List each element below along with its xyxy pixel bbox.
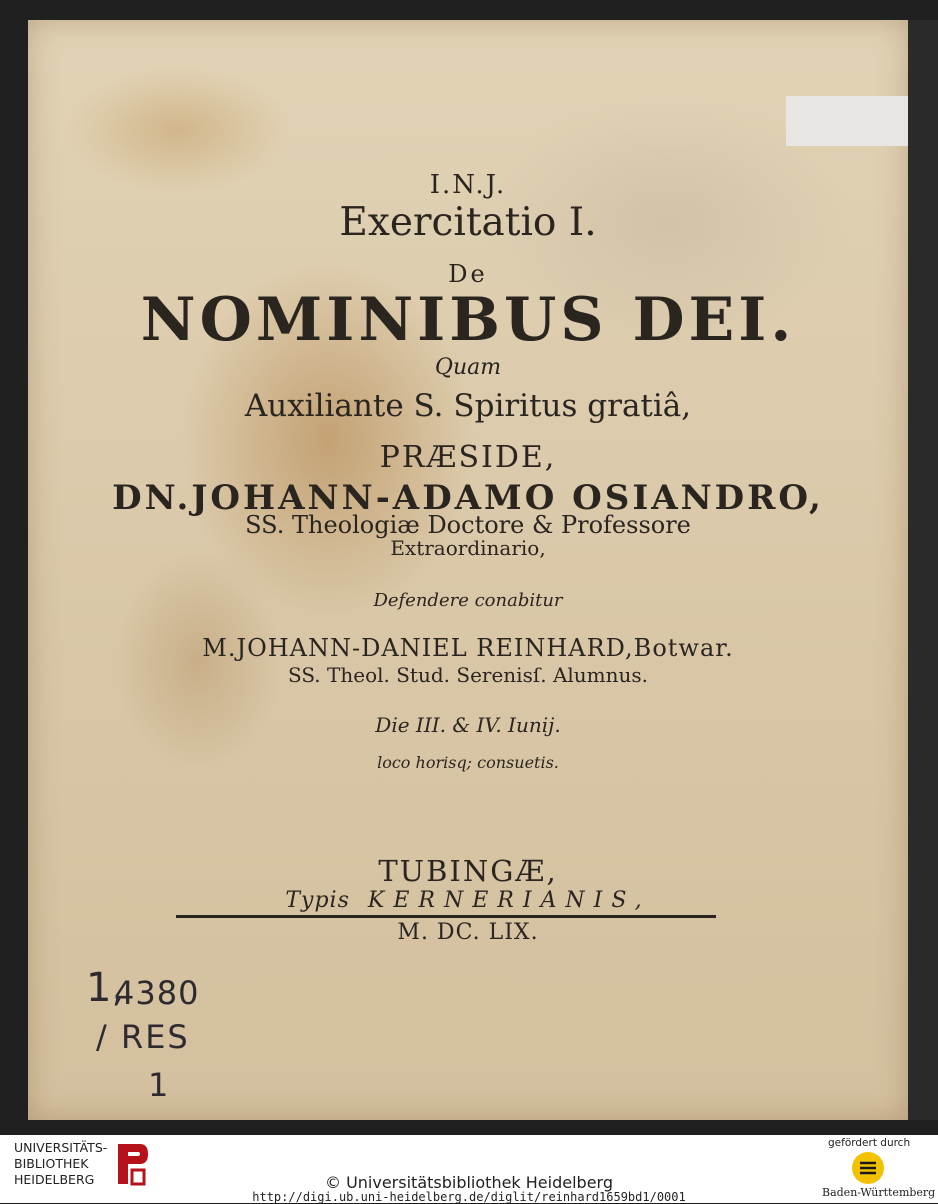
horizontal-rule	[176, 915, 716, 918]
quam-text: Quam	[434, 355, 502, 380]
shelfmark-prefix: 1,	[86, 965, 125, 1011]
loco-line: loco horisq; consuetis.	[377, 753, 559, 772]
library-name-line2: BIBLIOTHEK	[14, 1156, 89, 1171]
library-name-line3: HEIDELBERG	[14, 1172, 95, 1187]
place-line: TUBINGÆ,	[378, 854, 558, 888]
permalink-url[interactable]: http://digi.ub.uni-heidelberg.de/diglit/reinhard1659bd1/0001	[252, 1190, 686, 1204]
shelfmark-res: / RES	[96, 1018, 190, 1056]
respondent-title: SS. Theol. Stud. Serenisſ. Alumnus.	[287, 663, 649, 687]
praeses-name: DN.JOHANN-ADAMO OSIANDRO,	[112, 478, 824, 518]
year-line: M. DC. LIX.	[397, 920, 539, 945]
main-title: NOMINIBUS DEI.	[140, 285, 796, 355]
auxiliante-line: Auxiliante S. Spiritus gratiâ,	[244, 388, 692, 424]
praeses-extra: Extraordinario,	[390, 536, 546, 560]
respondent-name: M.JOHANN-DANIEL REINHARD,Botwar.	[202, 634, 734, 662]
de-text: De	[448, 260, 488, 288]
printer-line	[28, 888, 908, 913]
typis-text: Typis	[285, 888, 350, 913]
praeses-title: SS. Theologiæ Doctore & Professore	[245, 511, 691, 539]
date-line: Die III. & IV. Iunij.	[375, 713, 561, 737]
library-name-line1: UNIVERSITÄTS-	[14, 1140, 108, 1155]
copyright-line: © Universitätsbibliothek Heidelberg	[324, 1173, 613, 1192]
shelfmark-number: 4380	[114, 974, 200, 1012]
paper-tab	[786, 96, 908, 146]
scan-edge	[908, 20, 938, 1120]
defendere-line: Defendere conabitur	[373, 590, 563, 611]
sponsor-name: Baden-Württemberg	[822, 1186, 936, 1199]
exercitatio-heading: Exercitatio I.	[339, 200, 597, 245]
invocation-text: I.N.J.	[429, 170, 507, 200]
shelfmark-volume: 1	[148, 1066, 169, 1104]
title-page	[28, 20, 908, 1120]
praeside-label: PRÆSIDE,	[379, 440, 557, 475]
funded-by-label: gefördert durch	[828, 1137, 911, 1149]
printer-name: KERNERIANIS,	[367, 888, 651, 913]
